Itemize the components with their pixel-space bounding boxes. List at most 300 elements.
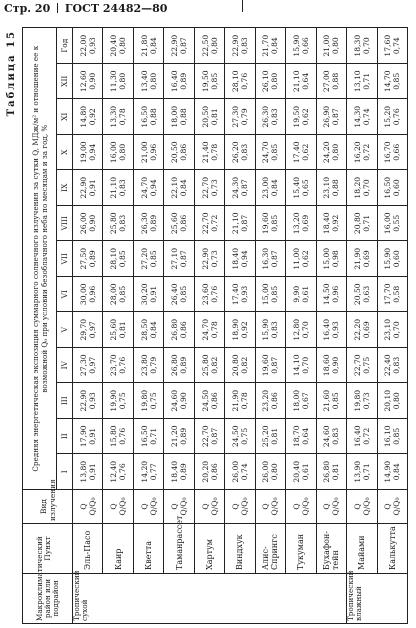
page-label: Стр. 20	[4, 2, 51, 15]
col-station-header: Пункт	[23, 524, 73, 574]
value-q: 26,30	[139, 212, 149, 235]
value-ratio: 0,83	[118, 214, 128, 232]
value-ratio: 0,91	[87, 179, 97, 197]
value-cell	[133, 241, 163, 277]
value-ratio: 0,69	[361, 321, 371, 339]
value-ratio: 0,81	[331, 463, 341, 481]
value-cell	[377, 170, 407, 206]
col-zone-header: Макроклиматический район или подрайон	[23, 574, 73, 624]
value-ratio: 0,96	[148, 143, 158, 161]
value-cell	[73, 383, 103, 419]
month-header: XI	[57, 99, 73, 135]
value-q: 20,50	[352, 283, 362, 306]
value-cell	[133, 28, 163, 64]
value-cell	[347, 135, 377, 171]
value-ratio: 0,81	[270, 427, 280, 445]
value-ratio: 0,96	[87, 285, 97, 303]
value-q: 26,00	[78, 212, 88, 235]
value-ratio: 0,80	[209, 37, 219, 55]
value-ratio: 0,73	[209, 179, 219, 197]
month-header: X	[57, 135, 73, 171]
value-cell	[164, 454, 194, 490]
station-cell: Тукуман	[286, 524, 316, 574]
value-q: 13,30	[109, 105, 119, 128]
value-cell	[286, 348, 316, 384]
value-q: 21,10	[109, 176, 119, 199]
value-ratio: 0,64	[300, 427, 310, 445]
value-cell	[225, 28, 255, 64]
value-q: 20,40	[109, 34, 119, 57]
value-q: 20,50	[200, 105, 210, 128]
value-q: 16,70	[383, 141, 393, 164]
value-q: 22,70	[200, 212, 210, 235]
value-ratio: 0,70	[361, 37, 371, 55]
value-cell	[286, 135, 316, 171]
kind-cell	[377, 490, 407, 524]
value-ratio: 0,96	[331, 285, 341, 303]
value-q: 20,80	[352, 212, 362, 235]
table-row	[164, 28, 194, 624]
month-header: IX	[57, 170, 73, 206]
value-ratio: 0,88	[179, 108, 189, 126]
value-q: 22,90	[230, 34, 240, 57]
value-cell	[377, 206, 407, 242]
value-ratio: 0,75	[148, 392, 158, 410]
value-cell	[164, 28, 194, 64]
value-ratio: 0,83	[270, 321, 280, 339]
value-cell	[133, 419, 163, 455]
value-ratio: 0,91	[148, 285, 158, 303]
value-q: 22,20	[352, 318, 362, 341]
value-cell	[73, 312, 103, 348]
value-ratio: 0,80	[331, 143, 341, 161]
value-ratio: 0,80	[331, 37, 341, 55]
value-q: 14,20	[139, 460, 149, 483]
value-q: 18,70	[291, 425, 301, 448]
value-q: 22,00	[78, 34, 88, 57]
value-ratio: 0,60	[392, 179, 402, 197]
value-cell	[225, 277, 255, 313]
value-q: 13,40	[139, 70, 149, 93]
station-cell: Эль-Пасо	[73, 524, 103, 574]
value-ratio: 0,85	[179, 285, 189, 303]
value-cell	[133, 170, 163, 206]
value-ratio: 0,82	[239, 356, 249, 374]
value-q: 21,90	[230, 389, 240, 412]
value-cell	[377, 277, 407, 313]
value-cell	[194, 135, 224, 171]
value-ratio: 0,90	[87, 214, 97, 232]
value-q: 19,00	[78, 141, 88, 164]
value-q: 27,10	[170, 247, 180, 270]
value-q: 20,10	[383, 389, 393, 412]
value-cell	[347, 277, 377, 313]
value-cell	[194, 277, 224, 313]
value-ratio: 0,74	[392, 37, 402, 55]
value-ratio: 0,86	[209, 392, 219, 410]
table-body	[73, 28, 408, 624]
value-cell	[286, 383, 316, 419]
value-cell	[347, 170, 377, 206]
value-q: 24,60	[170, 389, 180, 412]
value-cell	[225, 312, 255, 348]
value-q: 22,90	[200, 247, 210, 270]
value-ratio: 0,69	[361, 250, 371, 268]
value-cell	[164, 277, 194, 313]
value-cell	[377, 312, 407, 348]
value-cell	[316, 28, 346, 64]
value-q: 20,20	[200, 460, 210, 483]
value-q: 27,30	[230, 105, 240, 128]
value-q: 21,70	[261, 34, 271, 57]
value-ratio: 0,89	[179, 356, 189, 374]
value-ratio: 0,85	[148, 250, 158, 268]
value-cell	[73, 99, 103, 135]
value-q: 18,20	[352, 176, 362, 199]
value-ratio: 0,72	[361, 143, 371, 161]
value-q: 25,60	[109, 318, 119, 341]
value-ratio: 0,73	[361, 392, 371, 410]
value-q: 21,00	[139, 141, 149, 164]
value-q: 21,00	[322, 34, 332, 57]
value-ratio: 0,89	[179, 427, 189, 445]
value-cell	[73, 419, 103, 455]
kind-q: Q	[200, 503, 210, 510]
value-cell	[225, 206, 255, 242]
month-header: III	[57, 383, 73, 419]
value-cell	[103, 28, 133, 64]
value-ratio: 0,80	[118, 72, 128, 90]
value-ratio: 0,93	[87, 37, 97, 55]
value-cell	[316, 312, 346, 348]
value-cell	[103, 64, 133, 100]
value-cell	[255, 99, 285, 135]
value-ratio: 0,84	[270, 179, 280, 197]
value-q: 26,00	[230, 460, 240, 483]
value-q: 13,80	[78, 460, 88, 483]
value-cell	[133, 135, 163, 171]
value-ratio: 0,80	[118, 37, 128, 55]
value-q: 19,80	[139, 389, 149, 412]
value-ratio: 0,85	[270, 214, 280, 232]
value-cell	[286, 312, 316, 348]
value-cell	[347, 99, 377, 135]
value-ratio: 0,76	[118, 427, 128, 445]
value-cell	[164, 135, 194, 171]
value-cell	[164, 348, 194, 384]
value-q: 22,50	[200, 34, 210, 57]
value-ratio: 0,85	[118, 250, 128, 268]
kind-q: Q	[170, 503, 180, 510]
value-cell	[164, 419, 194, 455]
value-ratio: 0,55	[392, 214, 402, 232]
kind-ratio: Q/Q₀	[361, 497, 371, 516]
value-q: 18,40	[230, 247, 240, 270]
value-cell	[347, 312, 377, 348]
station-cell: Калькутта	[377, 524, 407, 574]
month-header: VI	[57, 277, 73, 313]
value-q: 16,50	[383, 176, 393, 199]
value-q: 11,00	[291, 247, 301, 270]
value-cell	[103, 241, 133, 277]
value-ratio: 0,90	[179, 392, 189, 410]
value-cell	[225, 454, 255, 490]
value-ratio: 0,92	[239, 321, 249, 339]
value-ratio: 0,72	[209, 214, 219, 232]
standard-number: ГОСТ 24482—80	[64, 2, 168, 15]
value-q: 21,90	[352, 247, 362, 270]
value-ratio: 0,66	[392, 143, 402, 161]
value-q: 27,20	[139, 247, 149, 270]
value-ratio: 0,60	[392, 250, 402, 268]
value-q: 24,70	[200, 318, 210, 341]
value-ratio: 0,67	[300, 392, 310, 410]
value-cell	[103, 206, 133, 242]
value-q: 13,20	[291, 212, 301, 235]
value-ratio: 0,83	[118, 179, 128, 197]
value-cell	[347, 348, 377, 384]
value-cell	[255, 277, 285, 313]
value-q: 17,70	[383, 283, 393, 306]
value-ratio: 0,76	[118, 356, 128, 374]
value-cell	[255, 206, 285, 242]
value-cell	[347, 64, 377, 100]
value-ratio: 0,89	[148, 214, 158, 232]
value-q: 26,00	[261, 460, 271, 483]
value-cell	[103, 419, 133, 455]
value-ratio: 0,84	[270, 37, 280, 55]
value-ratio: 0,61	[300, 463, 310, 481]
value-q: 15,90	[383, 247, 393, 270]
value-cell	[73, 28, 103, 64]
value-ratio: 0,85	[118, 285, 128, 303]
value-ratio: 0,76	[118, 463, 128, 481]
value-ratio: 0,83	[270, 108, 280, 126]
value-q: 12,40	[109, 460, 119, 483]
value-cell	[194, 419, 224, 455]
value-cell	[194, 454, 224, 490]
value-q: 26,80	[170, 354, 180, 377]
value-q: 17,40	[291, 141, 301, 164]
value-q: 25,80	[109, 212, 119, 235]
value-q: 27,30	[78, 354, 88, 377]
value-ratio: 0,93	[331, 321, 341, 339]
value-q: 16,50	[139, 105, 149, 128]
value-ratio: 0,89	[87, 250, 97, 268]
station-cell: Таманрассет	[164, 524, 194, 574]
value-q: 21,10	[291, 70, 301, 93]
value-cell	[225, 419, 255, 455]
kind-ratio: Q/Q₀	[300, 497, 310, 516]
value-ratio: 0,97	[87, 321, 97, 339]
value-q: 14,50	[322, 283, 332, 306]
value-cell	[194, 170, 224, 206]
value-q: 23,70	[109, 354, 119, 377]
value-q: 14,10	[291, 354, 301, 377]
value-ratio: 0,62	[300, 143, 310, 161]
value-cell	[103, 312, 133, 348]
value-cell	[286, 454, 316, 490]
value-q: 18,60	[322, 354, 332, 377]
value-cell	[133, 277, 163, 313]
value-ratio: 0,87	[179, 37, 189, 55]
kind-ratio: Q/Q₀	[270, 497, 280, 516]
value-ratio: 0,71	[361, 463, 371, 481]
kind-cell	[73, 490, 103, 524]
value-cell	[347, 206, 377, 242]
value-q: 27,00	[322, 70, 332, 93]
value-ratio: 0,69	[300, 214, 310, 232]
value-q: 15,20	[383, 105, 393, 128]
value-ratio: 0,77	[148, 463, 158, 481]
value-cell	[316, 277, 346, 313]
value-cell	[377, 28, 407, 64]
value-cell	[255, 64, 285, 100]
value-q: 15,90	[261, 318, 271, 341]
kind-ratio: Q/Q₀	[392, 497, 402, 516]
value-q: 18,00	[291, 389, 301, 412]
value-cell	[316, 170, 346, 206]
value-cell	[194, 206, 224, 242]
value-q: 28,50	[139, 318, 149, 341]
value-cell	[73, 170, 103, 206]
value-q: 18,40	[322, 212, 332, 235]
table-row	[347, 28, 377, 624]
value-ratio: 0,93	[239, 285, 249, 303]
value-ratio: 0,87	[179, 250, 189, 268]
kind-ratio: Q/Q₀	[331, 497, 341, 516]
value-q: 23,80	[139, 354, 149, 377]
value-cell	[286, 64, 316, 100]
value-cell	[164, 64, 194, 100]
value-cell	[347, 241, 377, 277]
value-q: 19,60	[261, 212, 271, 235]
value-cell	[347, 383, 377, 419]
value-cell	[377, 241, 407, 277]
value-ratio: 0,76	[239, 72, 249, 90]
value-ratio: 0,62	[300, 250, 310, 268]
value-q: 23,60	[200, 283, 210, 306]
value-ratio: 0,91	[87, 463, 97, 481]
value-q: 19,80	[352, 389, 362, 412]
value-q: 26,80	[170, 318, 180, 341]
value-q: 22,90	[78, 389, 88, 412]
value-ratio: 0,74	[239, 463, 249, 481]
value-cell	[225, 64, 255, 100]
value-q: 26,40	[170, 283, 180, 306]
value-ratio: 0,70	[300, 321, 310, 339]
month-header: IV	[57, 348, 73, 384]
value-q: 21,80	[139, 34, 149, 57]
value-cell	[194, 348, 224, 384]
value-q: 12,60	[78, 70, 88, 93]
value-ratio: 0,86	[179, 143, 189, 161]
value-q: 18,90	[230, 318, 240, 341]
value-ratio: 0,86	[209, 463, 219, 481]
value-ratio: 0,79	[148, 356, 158, 374]
value-ratio: 0,83	[239, 37, 249, 55]
value-ratio: 0,94	[87, 143, 97, 161]
value-ratio: 0,82	[209, 356, 219, 374]
value-q: 26,90	[322, 105, 332, 128]
value-q: 22,70	[200, 425, 210, 448]
station-cell: Виндхук	[225, 524, 255, 574]
value-q: 16,40	[322, 318, 332, 341]
value-cell	[286, 277, 316, 313]
header-divider	[57, 3, 58, 13]
kind-cell	[194, 490, 224, 524]
zone-cell: Тропический сухой	[73, 574, 347, 624]
table-caption: Средняя энергетическая экспозиция суммарного солнечного излучения за сутки Q, МДж/м² и отношение ее к возможной Q₀ при условии безоблачного неба по месяцам и за год, %	[23, 28, 57, 490]
value-q: 14,90	[383, 460, 393, 483]
value-ratio: 0,66	[300, 37, 310, 55]
value-cell	[103, 348, 133, 384]
value-q: 19,90	[109, 389, 119, 412]
kind-q: Q	[322, 503, 332, 510]
value-q: 23,00	[261, 176, 271, 199]
value-ratio: 0,70	[300, 356, 310, 374]
value-ratio: 0,78	[239, 392, 249, 410]
value-cell	[316, 419, 346, 455]
value-ratio: 0,98	[331, 250, 341, 268]
value-ratio: 0,76	[392, 108, 402, 126]
value-cell	[377, 135, 407, 171]
value-cell	[377, 348, 407, 384]
value-ratio: 0,80	[118, 143, 128, 161]
value-cell	[194, 28, 224, 64]
value-cell	[73, 135, 103, 171]
value-q: 16,10	[383, 425, 393, 448]
value-ratio: 0,61	[300, 285, 310, 303]
value-q: 25,60	[170, 212, 180, 235]
value-q: 24,70	[261, 141, 271, 164]
value-cell	[133, 348, 163, 384]
table-row	[316, 28, 346, 624]
value-q: 16,40	[170, 70, 180, 93]
value-q: 14,80	[78, 105, 88, 128]
value-q: 13,10	[352, 70, 362, 93]
value-ratio: 0,89	[179, 463, 189, 481]
value-q: 26,30	[261, 105, 271, 128]
value-ratio: 0,78	[209, 143, 219, 161]
value-cell	[133, 99, 163, 135]
month-header: I	[57, 454, 73, 490]
value-cell	[377, 383, 407, 419]
value-ratio: 0,75	[361, 356, 371, 374]
value-ratio: 0,85	[270, 143, 280, 161]
value-q: 26,10	[261, 70, 271, 93]
value-cell	[225, 170, 255, 206]
value-ratio: 0,80	[392, 392, 402, 410]
value-cell	[133, 454, 163, 490]
value-ratio: 0,81	[209, 108, 219, 126]
value-q: 18,40	[170, 460, 180, 483]
value-ratio: 0,88	[148, 108, 158, 126]
station-cell: Алис-Спрингс	[255, 524, 285, 574]
value-q: 22,70	[200, 176, 210, 199]
value-ratio: 0,70	[392, 321, 402, 339]
month-header: Год	[57, 28, 73, 64]
kind-ratio: Q/Q₀	[209, 497, 219, 516]
value-q: 25,20	[261, 425, 271, 448]
kind-ratio: Q/Q₀	[239, 497, 249, 516]
value-cell	[316, 135, 346, 171]
table-row	[133, 28, 163, 624]
value-ratio: 0,94	[239, 250, 249, 268]
value-ratio: 0,73	[209, 250, 219, 268]
value-cell	[103, 99, 133, 135]
zone-cell: Тропический влажный	[347, 574, 408, 624]
